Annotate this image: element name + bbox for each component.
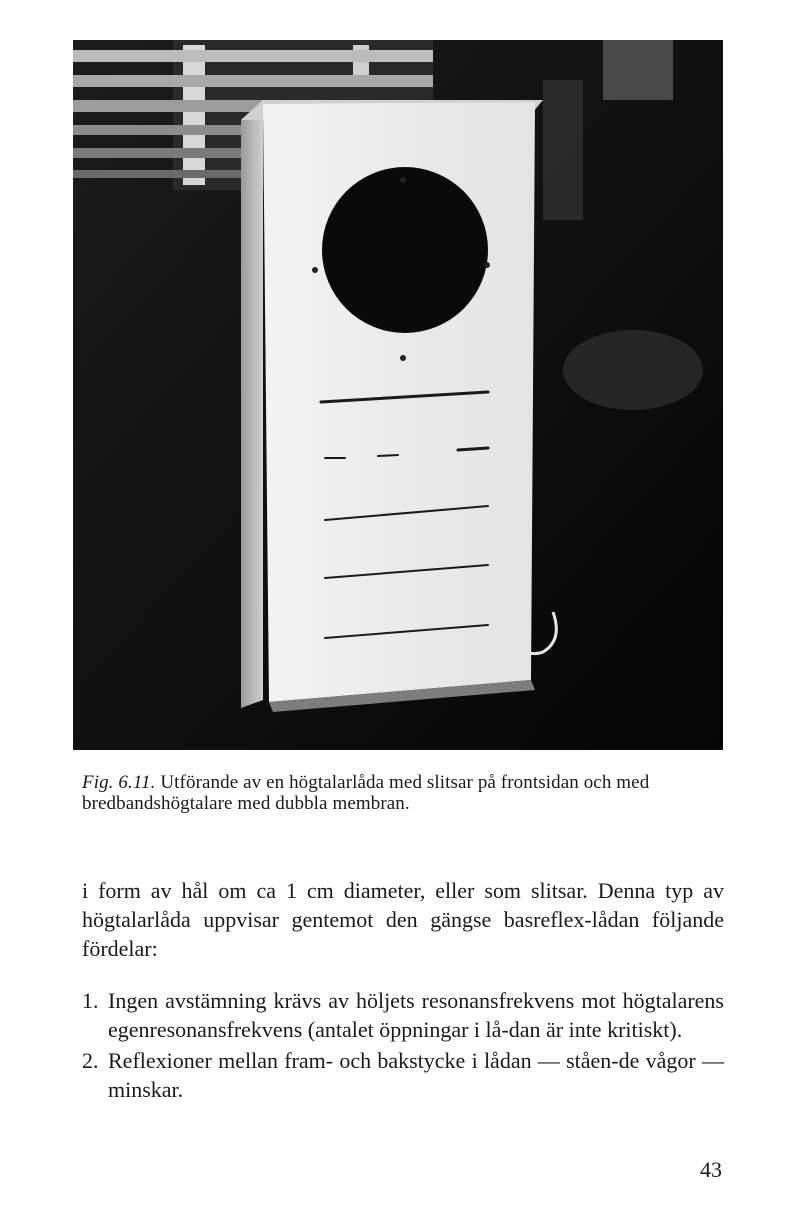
speaker-cabinet-illustration: [73, 40, 723, 750]
list-item: [82, 986, 724, 1044]
speaker-hole: [322, 167, 488, 333]
list-number: 2.: [82, 1048, 99, 1073]
cabinet-side: [241, 100, 263, 708]
list-text: Ingen avstämning krävs av höljets resonansfrekvens mot högtalarens egenresonansfrekvens (antalet öppningar i lå-dan är inte kritiskt).: [108, 988, 724, 1042]
figure-caption-text: Utförande av en högtalarlåda med slitsar på frontsidan och med bredbandshögtalare med dubbla membran.: [82, 772, 650, 814]
page-number: 43: [700, 1157, 722, 1182]
advantages-list: [82, 986, 724, 1106]
figure-label: Fig. 6.11.: [82, 772, 156, 793]
list-text: Reflexioner mellan fram- och bakstycke i lådan — ståen-de vågor — minskar.: [108, 1048, 724, 1102]
figure-caption: [82, 772, 722, 814]
speaker-photo: [73, 40, 723, 750]
body-paragraph: i form av hål om ca 1 cm diameter, eller som slitsar. Denna typ av högtalarlåda uppvisar gentemot den gängse basreflex-lådan följande fördelar:: [82, 878, 724, 961]
list-item: [82, 1046, 724, 1104]
list-number: 1.: [82, 988, 99, 1013]
